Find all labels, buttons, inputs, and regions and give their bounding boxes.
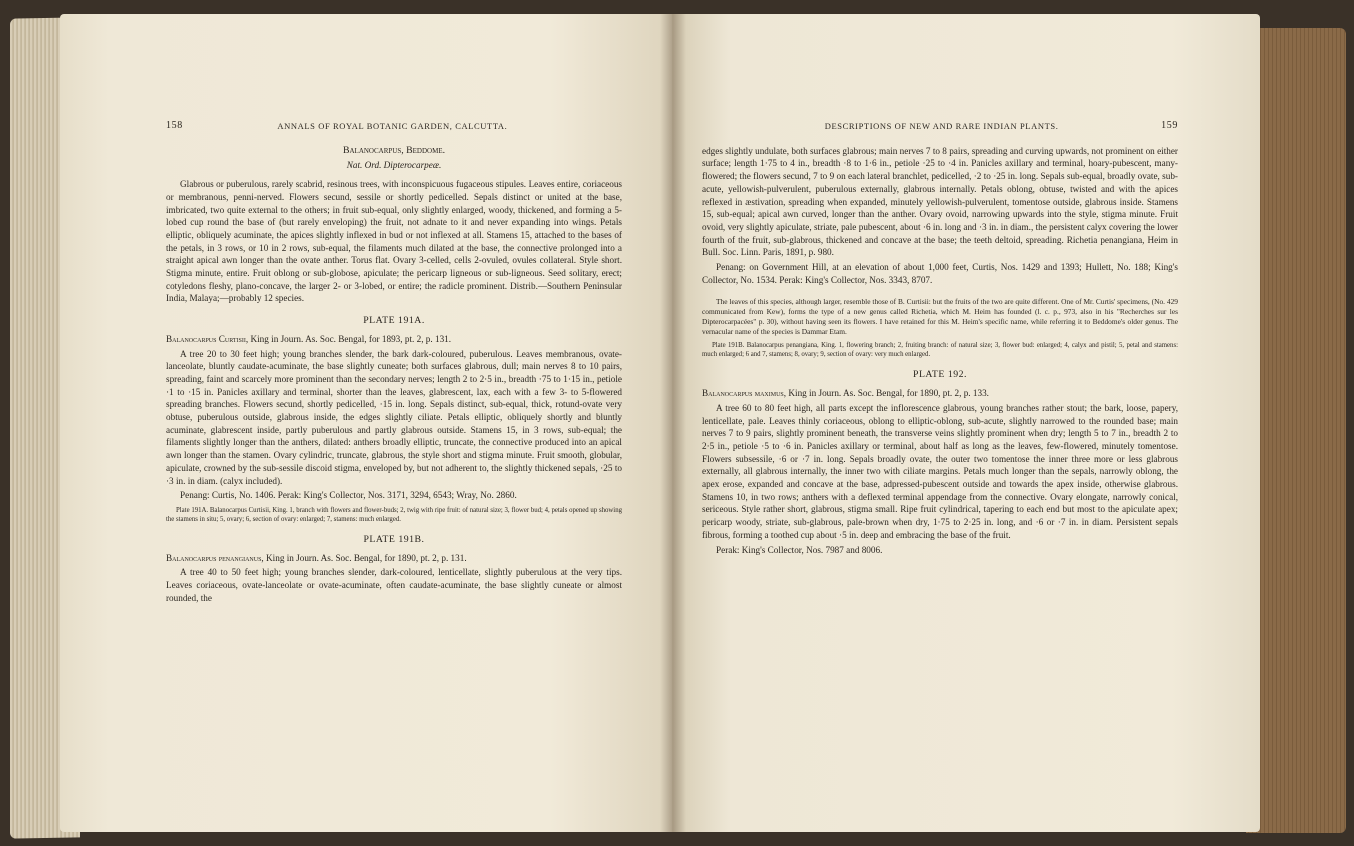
- page-number-left: 158: [166, 120, 183, 131]
- plate-192-title: PLATE 192.: [913, 369, 967, 381]
- genus-description: Glabrous or puberulous, rarely scabrid, resinous trees, with inconspicuous fugaceous stipules. Leaves entire, coriaceous or membranous, penni-nerved. Flowers secund, sessile or shortly pedicelled. Sepals distinct or united at the base, imbricated, two quite external to the others; in fruit sub-equal, only slightly enlarged, woody, thickened, and forming a 5-lobed cup round the base of (but rarely enveloping) the fruit, not adnate to it and never expanding into wings. Petals elliptic, obliquely acuminate, the apices slightly inflexed in bud or not inflexed at all. Stamens 15, attached to the bases of the petals, in 3 rows, or 10 in 2 rows, sub-equal, the filaments much dilated at the base, the connective prolonged into a straight apical awn longer than the ovate anther. Torus flat. Ovary 3-celled, cells 2-ovuled, ovules collateral. Style short. Stigma minute, entire. Fruit oblong or sub-globose, apiculate; the pericarp ligneous or sub-ligneous. Seed solitary, erect; cotyledons fleshy, plano-concave, the larger 2- or 3-lobed, or entire; the radicle prominent. Distrib.—Southern Peninsular India, Malaya;—probably 12 species.: [166, 179, 622, 304]
- left-page: [60, 14, 672, 832]
- curtisii-description: A tree 20 to 30 feet high; young branches slender, the bark dark-coloured, puberulous. Leaves membranous, ovate-lanceolate, bluntly caudate-acuminate, the base slightly cuneate; both surfaces glabrous, dull; main nerves 8 to 10 pairs, spreading, faint and scarcely more prominent than the secondary nerves; length 2 to 2·5 in., breadth ·75 to 1·15 in., petiole ·1 to ·15 in. Panicles axillary and terminal, shorter than the leaves, glabrescent, lax, each with a few 3- to 5-flowered spreading branches. Flowers secund, shortly pedicelled, ·15 in. long. Sepals distinct, sub-equal, thick, rotund-ovate very obtuse, puberulous outside, glabrous inside, the edges slightly ciliate. Petals elliptic, obliquely shortly and bluntly acuminate, glabrescent inside, partly puberulous and partly glabrous outside. Stamens 15, in 3 rows, sub-equal; the filaments slightly longer than the anthers, dilated: anthers broadly elliptic, truncate, the connective produced into an apical awn longer than the stamen. Ovary cylindric, truncate, glabrous, the style short and stigma minute. Fruit smooth, globular, apiculate, crowned by the sub-sessile discoid stigma, enveloped by, but not adherent to, the slightly thickened sepals, ·25 to ·3 in. in diam. (calyx included).: [166, 348, 622, 486]
- penangianus-note: The leaves of this species, although larger, resemble those of B. Curtisii: but the fruits of the two are quite different. One of Mr. Curtis' specimens, (No. 429 communicated from Kew), forms the type of a new genus called Richetia, which M. Heim has founded (l. c. p., 973, also in his "Recherches sur les Dipterocarpacées" p. 30), without having seen its flowers. I have retained for this M. Heim's specific name, while referring it to Beddome's older genus. The vernacular name of the species is Dammar Etam.: [702, 297, 1178, 337]
- penangianus-name: Balanocarpus penangianus,: [166, 552, 264, 563]
- maximus-heading: [702, 387, 1178, 400]
- maximus-reference: King in Journ. As. Soc. Bengal, for 1890, pt. 2, p. 133.: [788, 388, 989, 399]
- penangianus-heading: [166, 552, 622, 565]
- penangianus-localities: Penang: on Government Hill, at an elevation of about 1,000 feet, Curtis, Nos. 1429 and 1393; Hullett, No. 188; King's Collector, No. 1534. Perak: King's Collector, Nos. 3343, 8707.: [702, 262, 1178, 285]
- maximus-localities: Perak: King's Collector, Nos. 7987 and 8006.: [716, 544, 883, 555]
- penangianus-reference: King in Journ. As. Soc. Bengal, for 1890, pt. 2, p. 131.: [266, 552, 467, 563]
- right-page: [672, 14, 1260, 832]
- curtisii-reference: King in Journ. As. Soc. Bengal, for 1893, pt. 2, p. 131.: [250, 333, 452, 344]
- maximus-description: A tree 60 to 80 feet high, all parts except the inflorescence glabrous, young branches rather stout; the bark, loose, papery, lenticellate, pale. Leaves thinly coriaceous, oblong to elliptic-oblong, sub-acute, slightly narrowed to the rounded base; main nerves 7 to 9 pairs, slightly prominent beneath, the transverse veins slightly prominent when dry; length 5 to 7 in., breadth 2 to 2·5 in., petiole ·5 to ·6 in. Panicles axillary or terminal, about half as long as the leaves, few-flowered, minutely tomentose. Flowers subsessile, ·6 or ·7 in. long. Sepals broadly ovate, the outer two tomentose the inner three more or less glabrous externally, all glabrous internally, the inner two with ciliate margins. Petals much longer than the sepals, narrowly oblong, the apex erose, expanded and concave at the base, adpressed-pubescent outside and towards the apex inside, otherwise glabrous. Stamens 10, in two rows; anthers with a deflexed terminal appendage from the connective. Ovary elongate, narrowly conical, sericeous. Style rather short, glabrous, stigma small. Ripe fruit cylindrical, tapering to each end but most to the apiculate apex; pericarp woody, striate, sub-glabrous, pale-brown when dry, 1·75 to 2·25 in. long, and ·6 or ·7 in. in diam. Persistent sepals fibrous, forming a toothed cup about ·5 in. deep and embracing the base of the fruit.: [702, 402, 1178, 540]
- right-running-head: [702, 120, 1178, 133]
- penangianus-description-continued: edges slightly undulate, both surfaces glabrous; main nerves 7 to 8 pairs, spreading and curving upwards, not prominent on either surface; length 1·75 to 4 in., breadth ·8 to 1·6 in., petiole ·25 to ·4 in. Panicles axillary and terminal, hoary-pubescent, many-flowered; the flowers secund, 7 to 9 on each lateral branchlet, pedicelled, ·2 to ·25 in. long. Sepals sub-equal, broadly ovate, sub-acute, yellowish-pulverulent, puberulous externally, glabrous internally. Petals oblong, obtuse, twisted and with the apices reflexed in æstivation, spreading when expanded, minutely yellowish-pulverulent, tomentose outside, glabrous inside. Stamens 15, sub-equal; apical awn curved, longer than the anther. Ovary ovoid, narrowing upwards into the style, stigma minute. Fruit ovoid, very slightly apiculate, striate, pale pubescent, about ·6 in. long and ·3 in. in diam., the persistent calyx covering the lower fourth of the fruit, sub-glabrous, thickened and concave at the base; the teeth deltoid, spreading. Richetia penangiana, Heim in Bull. Soc. Linn. Paris, 1891, p. 980.: [702, 145, 1178, 258]
- page-number-right: 159: [1161, 120, 1178, 131]
- curtisii-localities: Penang: Curtis, No. 1406. Perak: King's Collector, Nos. 3171, 3294, 6543; Wray, No. 2860.: [180, 490, 517, 501]
- right-page-edges: [1246, 28, 1346, 833]
- book-gutter: [660, 14, 686, 832]
- natural-order: Nat. Ord. Dipterocarpeæ.: [346, 160, 442, 171]
- curtisii-plate-caption: Plate 191A. Balanocarpus Curtisii, King. 1, branch with flowers and flower-buds; 2, twig with ripe fruit: of natural size; 3, flower bud; 4, petals opened up showing the stamens in situ; 5, ovary; 6, section of ovary: enlarged; 7, stamens: much enlarged.: [166, 506, 622, 523]
- genus-title: Balanocarpus, Beddome.: [342, 144, 446, 156]
- maximus-name: Balanocarpus maximus,: [702, 388, 787, 399]
- curtisii-heading: [166, 333, 622, 346]
- right-page-content: [702, 120, 1178, 558]
- plate-191b-title: PLATE 191B.: [363, 533, 425, 545]
- penangianus-plate-caption: Plate 191B. Balanocarpus penangiana, King. 1, flowering branch; 2, fruiting branch: of natural size; 3, flower bud: enlarged; 4, calyx and pistil; 5, petal and stamens: much enlarged; 6 and 7, stamens; 8, ovary; 9, section of ovary: very much enlarged.: [702, 342, 1178, 359]
- curtisii-name: Balanocarpus Curtisii,: [166, 333, 249, 344]
- left-running-title: ANNALS OF ROYAL BOTANIC GARDEN, CALCUTTA.: [277, 121, 508, 131]
- left-running-head: [166, 120, 622, 133]
- plate-191a-title: PLATE 191A.: [363, 315, 425, 327]
- penangianus-description-start: A tree 40 to 50 feet high; young branches slender, dark-coloured, lenticellate, slightly puberulous at the very tips. Leaves coriaceous, ovate-lanceolate or ovate-acuminate, often caudate-acuminate, the base slightly cuneate or almost rounded, the: [166, 567, 622, 603]
- right-running-title: DESCRIPTIONS OF NEW AND RARE INDIAN PLANTS.: [824, 121, 1059, 131]
- left-page-content: [166, 120, 622, 607]
